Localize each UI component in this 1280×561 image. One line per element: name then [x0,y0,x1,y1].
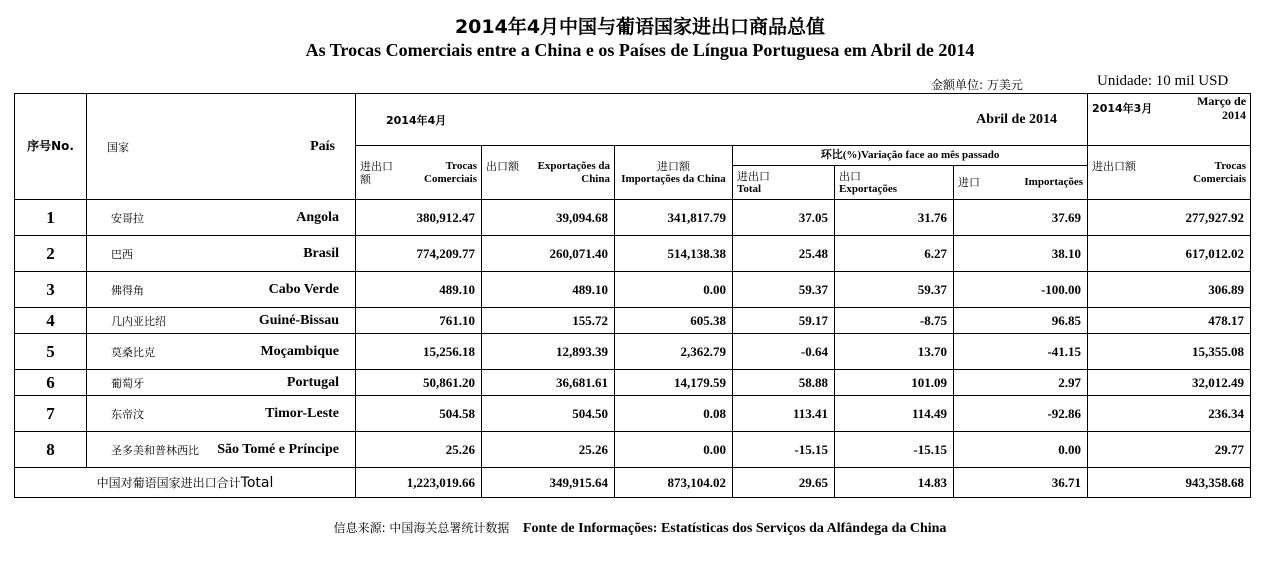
country-cell [87,272,356,308]
country-cell [87,200,356,236]
cell-trade: 25.26 [356,432,482,468]
country-name-cn: 巴西 [111,247,133,261]
total-var-imports: 36.71 [954,468,1088,498]
country-name-pt: São Tomé e Príncipe [217,441,339,457]
table-row [15,432,1251,468]
cell-var-imports: 2.97 [954,370,1088,396]
cell-var-exports: 59.37 [835,272,954,308]
cell-exports: 504.50 [482,396,615,432]
header-imports-cn: 进口额 [657,159,690,173]
total-exports: 349,915.64 [482,468,615,498]
country-cell [87,236,356,272]
cell-trade: 380,912.47 [356,200,482,236]
country-name-pt: Moçambique [260,343,339,359]
table-body [15,200,1251,468]
header-var-total-cn: 进出口 [737,169,770,183]
row-number: 7 [15,396,87,432]
page-title-portuguese: As Trocas Comerciais entre a China e os Países de Língua Portuguesa em Abril de 2014 [305,40,975,60]
cell-var-total: 59.37 [733,272,835,308]
cell-prev-trade: 617,012.02 [1088,236,1251,272]
country-name-pt: Angola [296,209,339,225]
total-label-cn: 中国对葡语国家进出口合计 [96,476,241,490]
cell-var-total: 59.17 [733,308,835,334]
cell-prev-trade: 306.89 [1088,272,1251,308]
cell-var-total: 25.48 [733,236,835,272]
header-variation: 环比(%)Variação face ao mês passado [733,146,1088,166]
header-country-pt: País [310,138,335,154]
row-number: 6 [15,370,87,396]
header-prev-trade [1088,146,1251,200]
cell-var-imports: 37.69 [954,200,1088,236]
country-name-cn: 莫桑比克 [111,345,155,359]
cell-var-exports: 101.09 [835,370,954,396]
row-number: 1 [15,200,87,236]
cell-trade: 489.10 [356,272,482,308]
cell-imports: 341,817.79 [615,200,733,236]
source-cn: 信息来源: 中国海关总署统计数据 [333,521,510,535]
country-cell [87,396,356,432]
country-name-cn: 葡萄牙 [111,376,144,390]
cell-prev-trade: 32,012.49 [1088,370,1251,396]
country-cell [87,370,356,396]
row-number: 5 [15,334,87,370]
cell-var-exports: 6.27 [835,236,954,272]
total-row [15,468,1251,498]
country-name-cn: 佛得角 [111,283,144,297]
header-imports-pt: Importações da China [621,172,726,185]
header-var-exports [835,166,954,200]
country-name-pt: Cabo Verde [268,281,339,297]
source-footer [0,519,1280,537]
header-country [87,94,356,200]
cell-var-imports: -100.00 [954,272,1088,308]
cell-var-total: 37.05 [733,200,835,236]
table-row [15,200,1251,236]
header-var-total [733,166,835,200]
header-no: 序号No. [15,94,87,200]
header-var-exports-pt: Exportações [839,182,898,195]
row-number: 4 [15,308,87,334]
header-period [356,94,1088,146]
country-cell [87,334,356,370]
header-prev-period-cn: 2014年3月 [1092,102,1153,115]
table-row [15,396,1251,432]
cell-trade: 15,256.18 [356,334,482,370]
cell-var-total: -15.15 [733,432,835,468]
table-row [15,236,1251,272]
cell-exports: 155.72 [482,308,615,334]
cell-trade: 504.58 [356,396,482,432]
header-exports [482,146,615,200]
cell-imports: 0.00 [615,272,733,308]
cell-exports: 39,094.68 [482,200,615,236]
cell-var-exports: -15.15 [835,432,954,468]
country-cell [87,432,356,468]
cell-trade: 50,861.20 [356,370,482,396]
cell-prev-trade: 15,355.08 [1088,334,1251,370]
cell-imports: 605.38 [615,308,733,334]
cell-var-imports: 0.00 [954,432,1088,468]
country-name-pt: Brasil [303,245,339,261]
cell-exports: 489.10 [482,272,615,308]
cell-imports: 2,362.79 [615,334,733,370]
header-trade-cn: 进出口额 [360,159,393,186]
cell-exports: 260,071.40 [482,236,615,272]
cell-var-imports: 38.10 [954,236,1088,272]
country-name-cn: 圣多美和普林西比 [111,443,199,457]
cell-imports: 0.00 [615,432,733,468]
header-period-pt: Abril de 2014 [976,111,1058,127]
cell-imports: 514,138.38 [615,236,733,272]
cell-prev-trade: 236.34 [1088,396,1251,432]
header-var-imports [954,166,1088,200]
header-var-imports-cn: 进口 [958,176,980,189]
country-name-pt: Guiné-Bissau [258,312,339,328]
header-exports-cn: 出口额 [486,159,519,173]
cell-exports: 25.26 [482,432,615,468]
cell-imports: 0.08 [615,396,733,432]
cell-imports: 14,179.59 [615,370,733,396]
country-cell [87,308,356,334]
cell-trade: 774,209.77 [356,236,482,272]
cell-var-total: 113.41 [733,396,835,432]
total-imports: 873,104.02 [615,468,733,498]
row-number: 8 [15,432,87,468]
unit-label-portuguese: Unidade: 10 mil USD [1097,73,1229,89]
unit-label-chinese: 金额单位: 万美元 [931,78,1023,92]
cell-exports: 36,681.61 [482,370,615,396]
source-pt: Fonte de Informações: Estatísticas dos Serviços da Alfândega da China [522,521,947,536]
header-var-imports-pt: Importações [1024,176,1084,188]
header-row-1 [15,94,1251,146]
page-title-chinese: 2014年4月中国与葡语国家进出口商品总值 [454,16,826,38]
header-prev-trade-pt: Trocas Comerciais [1193,159,1247,185]
cell-prev-trade: 29.77 [1088,432,1251,468]
country-name-cn: 安哥拉 [111,211,144,225]
cell-var-exports: 114.49 [835,396,954,432]
cell-var-exports: 13.70 [835,334,954,370]
header-prev-period [1088,94,1251,146]
table-row [15,308,1251,334]
header-imports [615,146,733,200]
cell-var-imports: 96.85 [954,308,1088,334]
country-name-pt: Portugal [286,374,339,390]
cell-prev-trade: 277,927.92 [1088,200,1251,236]
header-country-cn: 国家 [107,140,129,154]
total-var-total: 29.65 [733,468,835,498]
country-name-cn: 几内亚比绍 [111,314,166,328]
trade-table [14,93,1251,498]
header-trade-pt: Trocas Comerciais [424,159,477,185]
row-number: 2 [15,236,87,272]
cell-var-total: 58.88 [733,370,835,396]
country-name-cn: 东帝汶 [111,407,144,421]
cell-trade: 761.10 [356,308,482,334]
table-row [15,272,1251,308]
cell-exports: 12,893.39 [482,334,615,370]
row-number: 3 [15,272,87,308]
country-name-pt: Timor-Leste [265,405,339,421]
cell-var-exports: 31.76 [835,200,954,236]
cell-var-exports: -8.75 [835,308,954,334]
total-label-pt: Total [240,475,274,491]
total-prev-trade: 943,358.68 [1088,468,1251,498]
total-label [15,468,356,498]
header-prev-trade-cn: 进出口额 [1092,159,1137,173]
header-exports-pt: Exportações da China [537,159,610,185]
cell-var-imports: -92.86 [954,396,1088,432]
cell-var-imports: -41.15 [954,334,1088,370]
header-var-exports-cn: 出口 [839,169,861,183]
table-row [15,370,1251,396]
table-row [15,334,1251,370]
header-trade [356,146,482,200]
cell-var-total: -0.64 [733,334,835,370]
header-prev-period-pt: Março de 2014 [1197,94,1247,122]
total-trade: 1,223,019.66 [356,468,482,498]
total-var-exports: 14.83 [835,468,954,498]
header-var-total-pt: Total [737,182,762,195]
header-period-cn: 2014年4月 [386,113,447,127]
cell-prev-trade: 478.17 [1088,308,1251,334]
